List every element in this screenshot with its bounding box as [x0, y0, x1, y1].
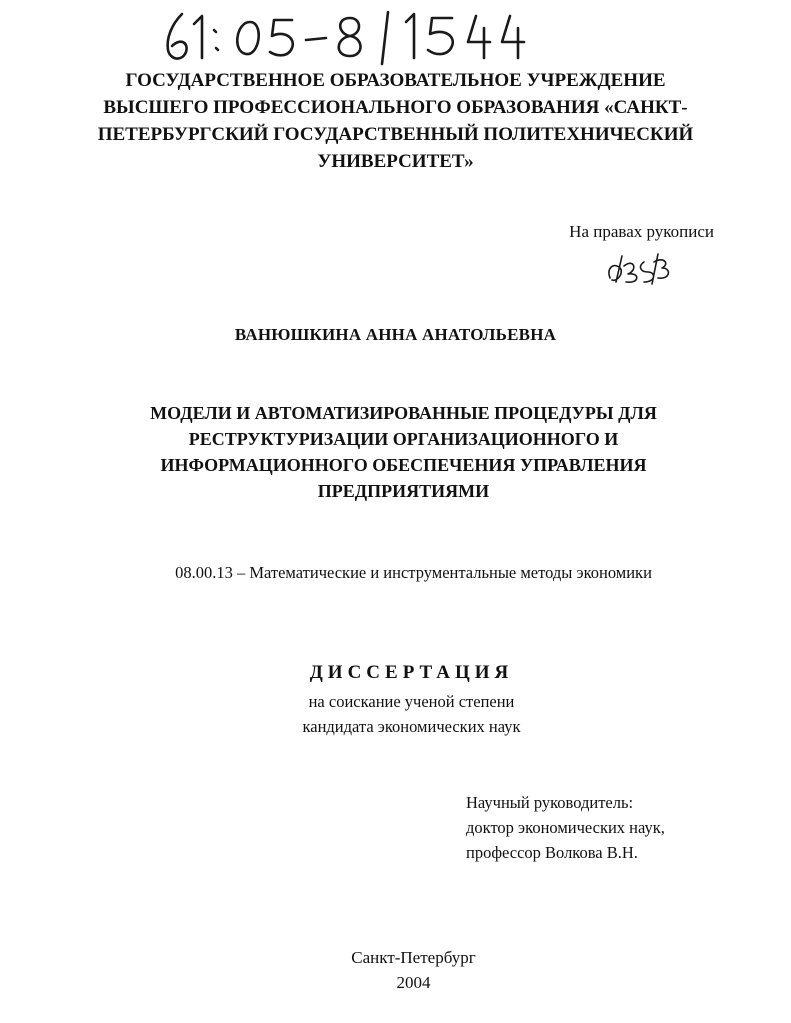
degree-statement — [16, 689, 791, 739]
organization-line: УНИВЕРСИТЕТ» — [317, 151, 474, 172]
advisor-line: Научный руководитель: — [466, 793, 634, 812]
place-and-year — [18, 945, 791, 995]
degree-line: кандидата экономических наук — [302, 717, 521, 736]
title-line: МОДЕЛИ И АВТОМАТИЗИРОВАННЫЕ ПРОЦЕДУРЫ ДЛЯ — [150, 403, 657, 423]
author-name: ВАНЮШКИНА АННА АНАТОЛЬЕВНА — [234, 325, 557, 344]
scientific-advisor — [466, 790, 665, 865]
organization-line: ПЕТЕРБУРГСКИЙ ГОСУДАРСТВЕННЫЙ ПОЛИТЕХНИЧЕСКИЙ — [97, 124, 694, 145]
organization-line: ГОСУДАРСТВЕННОЕ ОБРАЗОВАТЕЛЬНОЕ УЧРЕЖДЕНИЕ — [125, 70, 666, 91]
year: 2004 — [396, 973, 431, 992]
title-line: РЕСТРУКТУРИЗАЦИИ ОРГАНИЗАЦИОННОГО И — [188, 429, 619, 449]
rights-note: На правах рукописи — [569, 222, 714, 241]
organization-line: ВЫСШЕГО ПРОФЕССИОНАЛЬНОГО ОБРАЗОВАНИЯ «САНКТ- — [103, 97, 688, 118]
title-line: ИНФОРМАЦИОННОГО ОБЕСПЕЧЕНИЯ УПРАВЛЕНИЯ — [160, 455, 647, 475]
signature — [604, 248, 676, 288]
advisor-line: доктор экономических наук, — [466, 818, 665, 837]
specialty-code: 08.00.13 – Математические и инструментальные методы экономики — [175, 563, 652, 582]
degree-line: на соискание ученой степени — [308, 692, 515, 711]
advisor-line: профессор Волкова В.Н. — [466, 843, 638, 862]
dissertation-title — [8, 400, 791, 504]
city: Санкт-Петербург — [351, 948, 476, 967]
organization-heading — [0, 67, 791, 175]
handwritten-archive-number — [160, 8, 540, 66]
title-line: ПРЕДПРИЯТИЯМИ — [317, 481, 490, 501]
document-type: ДИССЕРТАЦИЯ — [309, 662, 514, 683]
